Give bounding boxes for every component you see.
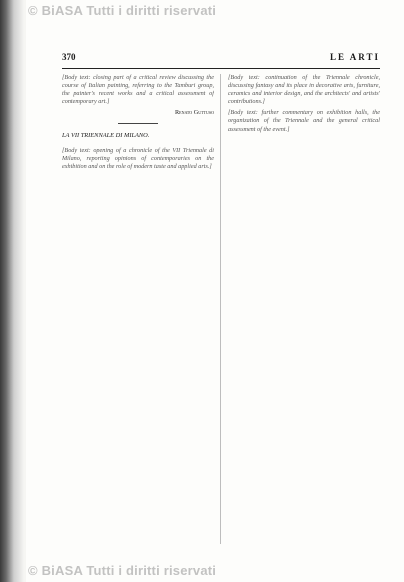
page-number: 370 (62, 52, 76, 62)
left-body-summary: [Body text: closing part of a critical review discussing the course of Italian painting, referring to the Tamburi group, the painter's recent works and a critical assessment of contemporary art.] (62, 74, 214, 106)
watermark-top: © BiASA Tutti i diritti riservati (28, 3, 217, 18)
section-separator (118, 123, 158, 124)
binding-shadow (0, 0, 26, 582)
left-section-summary: [Body text: opening of a chronicle of the VII Triennale di Milano, reporting opinions of contemporaries on the exhibition and on the role of modern taste and applied arts.] (62, 146, 214, 170)
right-column (228, 74, 380, 544)
watermark-bottom: © BiASA Tutti i diritti riservati (28, 563, 217, 578)
page-header (62, 52, 380, 68)
right-body-summary-1: [Body text: continuation of the Triennale chronicle, discussing fantasy and its place in decorative arts, furniture, ceramics and interior design, and the architects' and artists' contributions.] (228, 74, 380, 106)
author-signature: Renato Guttuso (175, 109, 214, 117)
right-body-summary-2: [Body text: further commentary on exhibition halls, the organization of the Triennale and the general critical assessment of the event.] (228, 109, 380, 133)
column-divider (220, 74, 221, 544)
section-title: LA VII TRIENNALE DI MILANO. (62, 132, 150, 140)
running-title: LE ARTI (330, 52, 380, 62)
left-column (62, 74, 214, 544)
header-rule (62, 68, 380, 69)
